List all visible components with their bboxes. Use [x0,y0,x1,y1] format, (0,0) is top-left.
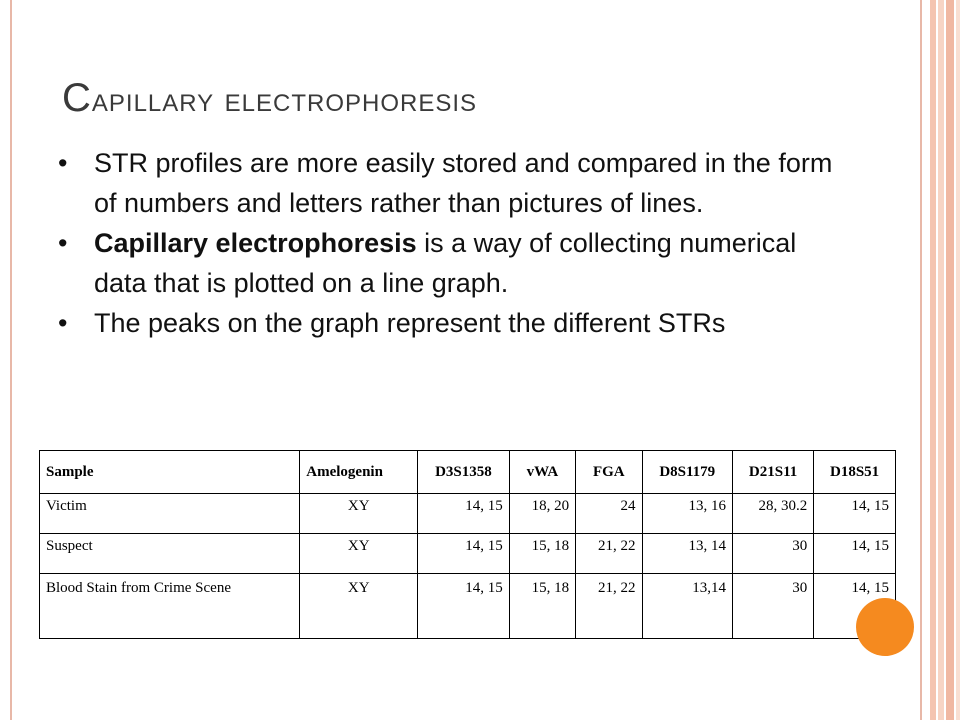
table-cell: 30 [733,574,814,639]
table-cell: 24 [576,494,642,534]
table-cell: 14, 15 [418,574,510,639]
table-cell: 14, 15 [814,534,896,574]
table-cell: 30 [733,534,814,574]
decorative-stripe [956,0,960,720]
str-profile-table [39,450,896,639]
table-cell: XY [300,534,418,574]
table-cell: 14, 15 [418,494,510,534]
column-header: Amelogenin [300,451,418,494]
table-cell: Victim [40,494,300,534]
column-header: D21S11 [733,451,814,494]
accent-circle [856,598,914,656]
bullet-icon: • [58,308,68,338]
bullet-text: The peaks on the graph represent the different STRs [94,308,726,338]
title-initial: C [62,76,92,120]
table-row [40,574,896,639]
table-cell: 15, 18 [509,574,575,639]
bullet-item [58,223,848,303]
table-cell: 21, 22 [576,574,642,639]
bullet-item [58,303,848,343]
table-cell: 13, 14 [642,534,733,574]
column-header: D3S1358 [418,451,510,494]
column-header: Sample [40,451,300,494]
column-header: D18S51 [814,451,896,494]
column-header: vWA [509,451,575,494]
table-cell: 15, 18 [509,534,575,574]
bullet-text: is a way of collecting numerical data that is plotted on a line graph. [94,228,797,298]
bullet-icon: • [58,228,68,258]
table-cell: XY [300,574,418,639]
decorative-stripe [946,0,954,720]
table-cell: Suspect [40,534,300,574]
bullet-text: STR profiles are more easily stored and compared in the form of numbers and letters rather than pictures of lines. [94,148,833,218]
table-cell: 14, 15 [418,534,510,574]
bullet-icon: • [58,148,68,178]
table-cell: 14, 15 [814,494,896,534]
table-cell: 13,14 [642,574,733,639]
column-header: FGA [576,451,642,494]
slide-title [62,76,477,121]
column-header: D8S1179 [642,451,733,494]
decorative-stripe [938,0,944,720]
table-cell: 18, 20 [509,494,575,534]
bullet-list [58,143,848,343]
table-header-row [40,451,896,494]
table-row [40,534,896,574]
table-cell: 14, 15 [814,574,896,639]
bullet-item [58,143,848,223]
table-cell: 28, 30.2 [733,494,814,534]
table-cell: 21, 22 [576,534,642,574]
decorative-stripe [930,0,936,720]
table-cell: 13, 16 [642,494,733,534]
table-row [40,494,896,534]
table-cell: Blood Stain from Crime Scene [40,574,300,639]
table-cell: XY [300,494,418,534]
bullet-bold: Capillary electrophoresis [94,228,417,258]
title-rest: apillary electrophoresis [91,81,478,119]
